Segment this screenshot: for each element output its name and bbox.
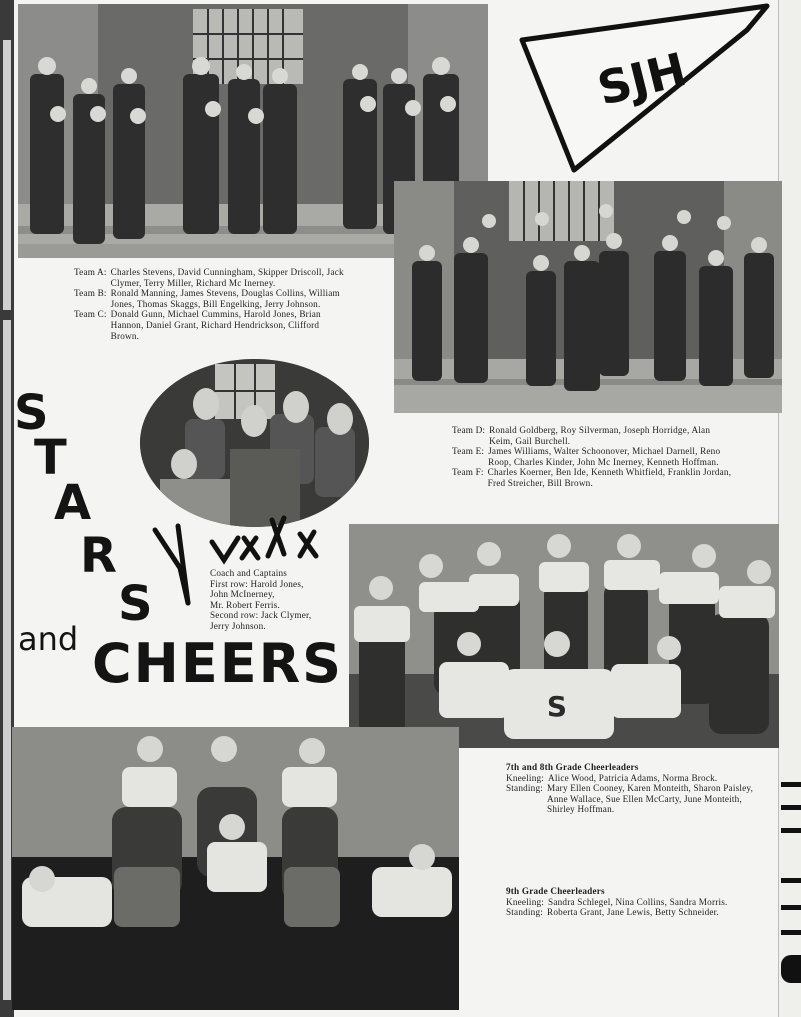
title-letter-a: A [54,475,92,531]
title-word-and: and [18,620,79,658]
title-word-cheers: CHEERS [92,632,344,695]
photo-cheerleaders-7-8 [349,524,779,748]
caption-cheerleaders-7-8: 7th and 8th Grade Cheerleaders Kneeling: Alice Wood, Patricia Adams, Norma Brock. Standing: Mary Ellen Cooney, Karen Monteith, Sharon Paisley, Anne Wallace, Sue Ellen McCarty, June Monteith, Shirley Hoffman. [506,762,754,815]
caption-coach-captains: Coach and Captains First row: Harold Jones, John McInerney, Mr. Robert Ferris. Second row: Jack Clymer, Jerry Johnson. [210,568,312,631]
page-edge [778,0,801,1017]
caption-teams-def: Team D: Ronald Goldberg, Roy Silverman, Joseph Horridge, Alan Keim, Gail Burchell. Team E: James Williams, Walter Schoonover, Michael Darnell, Reno Roop, Charles Kinder, John Mc Inerney, Kenneth Hoffman. Team F: Charles Koerner, Ben Ide, Kenneth Whitfield, Franklin Jordan, Fred Streicher, Bill Brown. [452,425,732,488]
caption-cheerleaders-9: 9th Grade Cheerleaders Kneeling: Sandra Schlegel, Nina Collins, Sandra Morris. Standing: Roberta Grant, Jane Lewis, Betty Schneider. [506,886,728,918]
svg-text:S: S [546,690,568,723]
title-letter-t: T [34,430,67,486]
caption-teams-abc: Team A: Charles Stevens, David Cunningham, Skipper Driscoll, Jack Clymer, Terry Miller, Richard Mc Inerney. Team B: Ronald Manning, James Stevens, Douglas Collins, William Jones, Thomas Skaggs, Bill Engelking, Jerry Johnson. Team C: Donald Gunn, Michael Cummins, Harold Jones, Brian Hannon, Daniel Grant, Richard Hendrickson, Clifford Brown. [74,267,344,341]
photo-teams-def [394,181,782,413]
title-letter-r: R [80,528,117,584]
photo-cheerleaders-9 [12,727,459,1010]
pennant-text: SJH [592,42,692,116]
photo-coach-captains [140,359,369,527]
title-letter-s1: S [14,385,49,441]
title-letter-s2: S [118,576,153,632]
pennant-logo [512,0,774,178]
